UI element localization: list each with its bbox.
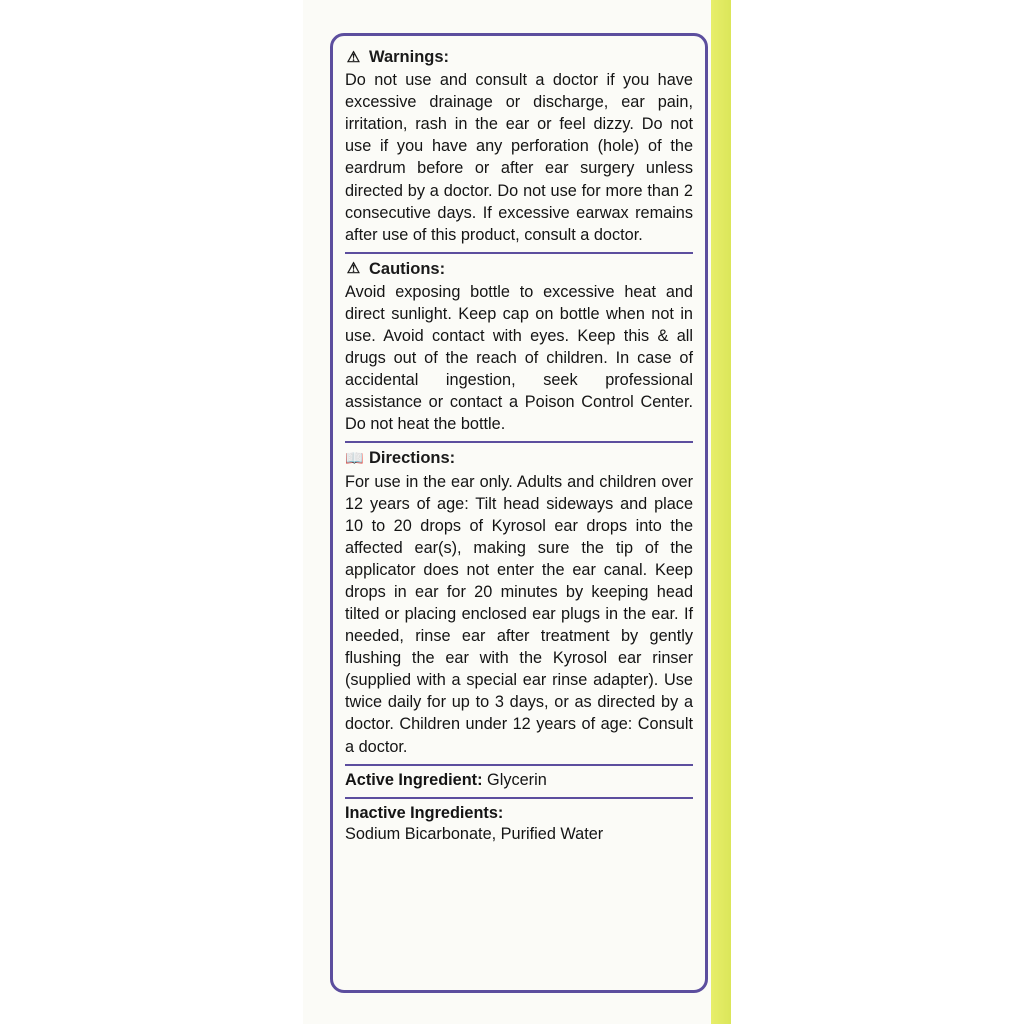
section-directions (345, 447, 693, 757)
active-ingredient-label: Active Ingredient: (345, 770, 483, 789)
cautions-heading: Cautions: (369, 259, 446, 278)
active-ingredient-value: Glycerin (487, 770, 547, 789)
divider (345, 797, 693, 799)
carton-fold-shade (711, 0, 731, 1024)
active-ingredient-row (345, 770, 693, 791)
drug-facts-box (330, 33, 708, 993)
section-cautions (345, 258, 693, 436)
product-carton-panel (303, 0, 731, 1024)
cautions-heading-row (345, 258, 693, 281)
warnings-heading-row (345, 46, 693, 69)
warning-triangle-icon: ⚠ (346, 260, 361, 278)
warnings-text: Do not use and consult a doctor if you have excessive drainage or discharge, ear pain, irritation, rash in the ear or feel dizzy. Do not use if you have any perforation (hole) of the eardrum before or after ear surgery unless directed by a doctor. Do not use for more than 2 consecutive days. If excessive earwax remains after use of this product, consult a doctor. (345, 71, 693, 244)
divider (345, 252, 693, 254)
label-white-panel (303, 0, 711, 1024)
inactive-ingredients-value: Sodium Bicarbonate, Purified Water (345, 824, 604, 843)
open-book-icon: 📖 (345, 450, 364, 468)
warnings-heading: Warnings: (369, 48, 450, 66)
directions-heading-row (345, 447, 693, 470)
inactive-ingredients-label: Inactive Ingredients: (345, 803, 504, 822)
directions-heading: Directions: (369, 449, 456, 468)
cautions-text: Avoid exposing bottle to excessive heat and direct sunlight. Keep cap on bottle when not in use. Avoid contact with eyes. Keep this & all drugs out of the reach of children. In case of accidental ingestion, seek professional assistance or contact a Poison Control Center. Do not heat the bottle. (345, 282, 693, 434)
directions-text: For use in the ear only. Adults and children over 12 years of age: Tilt head sideways and place 10 to 20 drops of Kyrosol ear drops into the affected ear(s), making sure the tip of the applicator does not enter the ear canal. Keep drops in ear for 20 minutes by keeping head tilted or placing enclosed ear plugs in the ear. If needed, rinse ear after treatment by gently flushing the ear with the Kyrosol ear rinser (supplied with a special ear rinse adapter). Use twice daily for up to 3 days, or as directed by a doctor. Children under 12 years of age: Consult a doctor. (345, 472, 693, 756)
warning-triangle-icon: ⚠ (346, 48, 361, 66)
divider (345, 441, 693, 443)
inactive-ingredients-row (345, 803, 693, 845)
section-warnings (345, 46, 693, 246)
divider (345, 764, 693, 766)
